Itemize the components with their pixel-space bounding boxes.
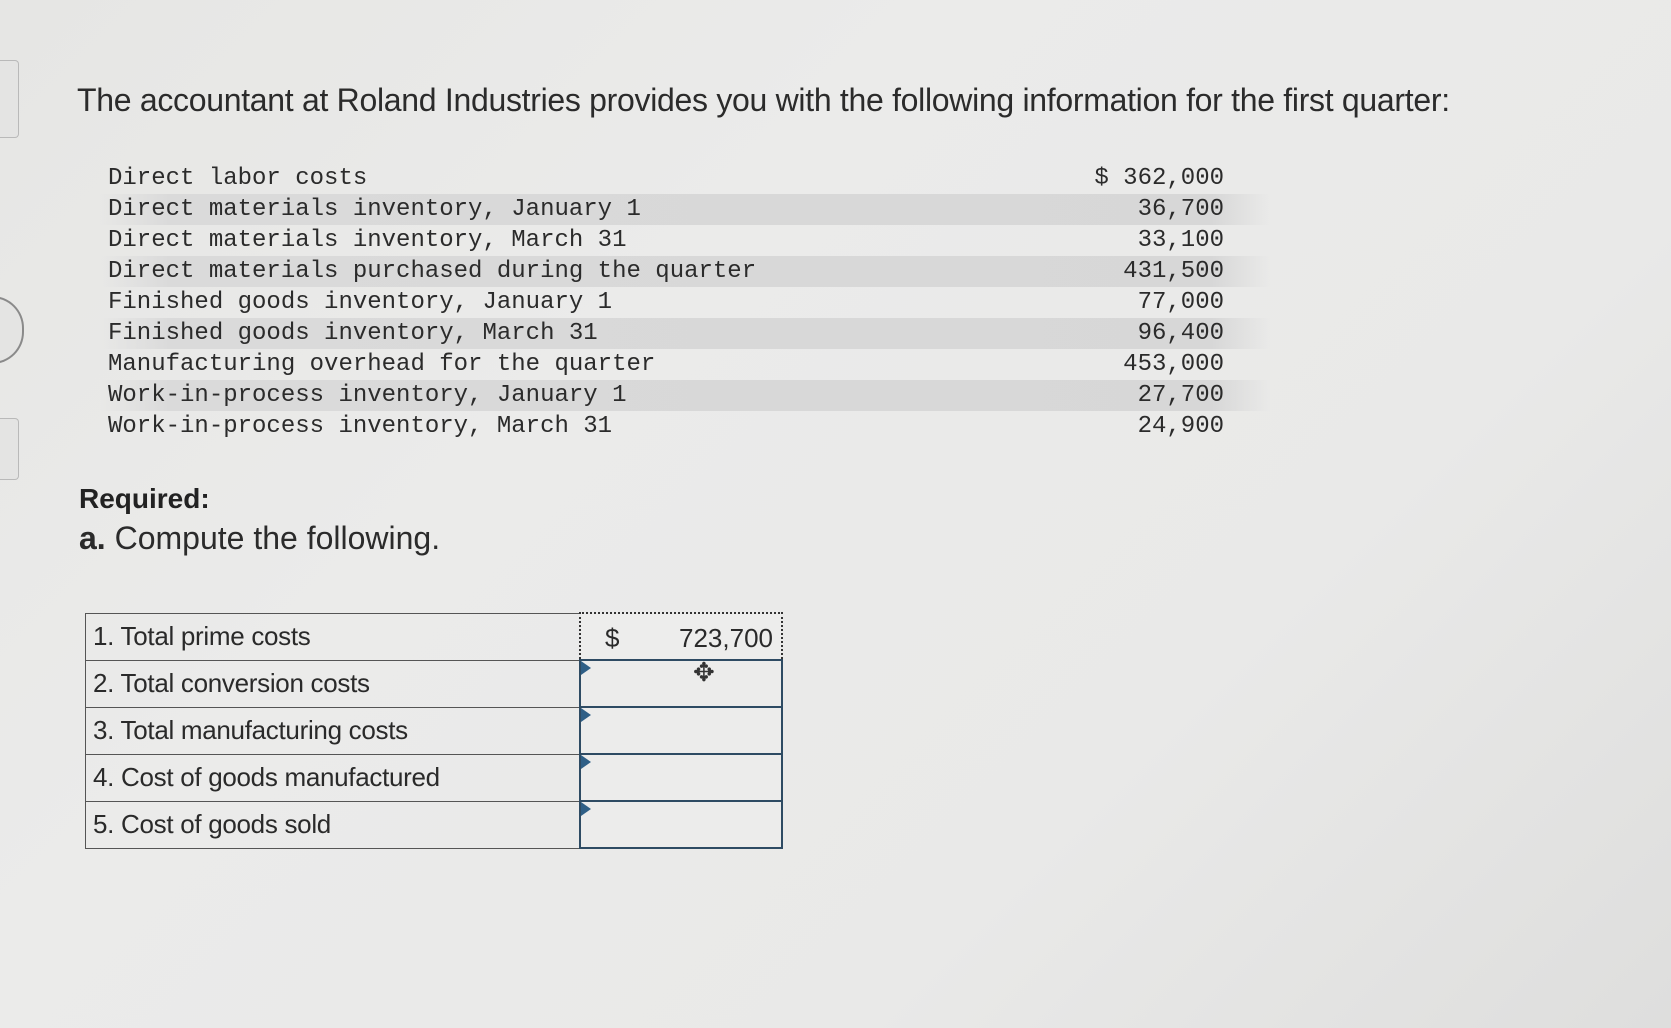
data-value: 24,900 (1137, 413, 1224, 440)
move-cursor-icon: ✥ (693, 657, 715, 687)
answer-input-prime-costs[interactable] (580, 613, 782, 660)
data-row (100, 318, 1270, 349)
answer-label: 4. Cost of goods manufactured (86, 754, 581, 801)
instruction (79, 520, 440, 557)
data-row (100, 225, 1270, 256)
answer-row (86, 660, 783, 707)
answer-row (86, 754, 783, 801)
data-row (100, 380, 1270, 411)
input-marker-icon (581, 802, 591, 816)
required-heading: Required: (79, 483, 210, 514)
side-tab[interactable] (0, 60, 19, 138)
answer-row (86, 707, 783, 754)
data-label: Direct materials inventory, March 31 (108, 227, 627, 254)
data-row (100, 163, 1270, 194)
data-label: Work-in-process inventory, January 1 (108, 382, 627, 409)
data-row (100, 349, 1270, 380)
currency-symbol: $ (605, 623, 620, 653)
data-value: 96,400 (1137, 320, 1224, 347)
data-value: 77,000 (1137, 289, 1224, 316)
data-row (100, 194, 1270, 225)
instruction-letter: a. (79, 520, 106, 556)
data-label: Direct materials purchased during the quarter (108, 258, 757, 285)
data-label: Manufacturing overhead for the quarter (108, 351, 656, 378)
side-tab[interactable] (0, 418, 19, 480)
data-value: 453,000 (1123, 351, 1224, 378)
data-value: 431,500 (1123, 258, 1224, 285)
answer-label: 2. Total conversion costs (86, 660, 581, 707)
data-label: Finished goods inventory, January 1 (108, 289, 613, 316)
side-nav-button[interactable] (0, 296, 24, 364)
data-value: 33,100 (1137, 227, 1224, 254)
input-marker-icon (581, 755, 591, 769)
answer-table (85, 612, 783, 849)
input-marker-icon (581, 661, 591, 675)
data-value: $ 362,000 (1094, 165, 1224, 192)
answer-label: 1. Total prime costs (86, 613, 581, 660)
data-value: 27,700 (1137, 382, 1224, 409)
data-row (100, 411, 1270, 442)
intro-text: The accountant at Roland Industries provides you with the following information for the first quarter: (77, 82, 1450, 118)
instruction-text: Compute the following. (105, 520, 441, 556)
answer-row (86, 613, 783, 660)
input-marker-icon (581, 708, 591, 722)
data-table (100, 163, 1270, 442)
data-row (100, 256, 1270, 287)
answer-input-cogm[interactable] (580, 754, 782, 801)
data-row (100, 287, 1270, 318)
answer-label: 5. Cost of goods sold (86, 801, 581, 848)
answer-input-manufacturing-costs[interactable] (580, 707, 782, 754)
answer-value: 723,700 (679, 623, 773, 653)
data-label: Finished goods inventory, March 31 (108, 320, 598, 347)
answer-input-cogs[interactable] (580, 801, 782, 848)
data-value: 36,700 (1137, 196, 1224, 223)
data-label: Work-in-process inventory, March 31 (108, 413, 613, 440)
answer-input-conversion-costs[interactable] (580, 657, 782, 707)
data-label: Direct materials inventory, January 1 (108, 196, 641, 223)
data-label: Direct labor costs (108, 165, 368, 192)
answer-row (86, 801, 783, 848)
answer-label: 3. Total manufacturing costs (86, 707, 581, 754)
